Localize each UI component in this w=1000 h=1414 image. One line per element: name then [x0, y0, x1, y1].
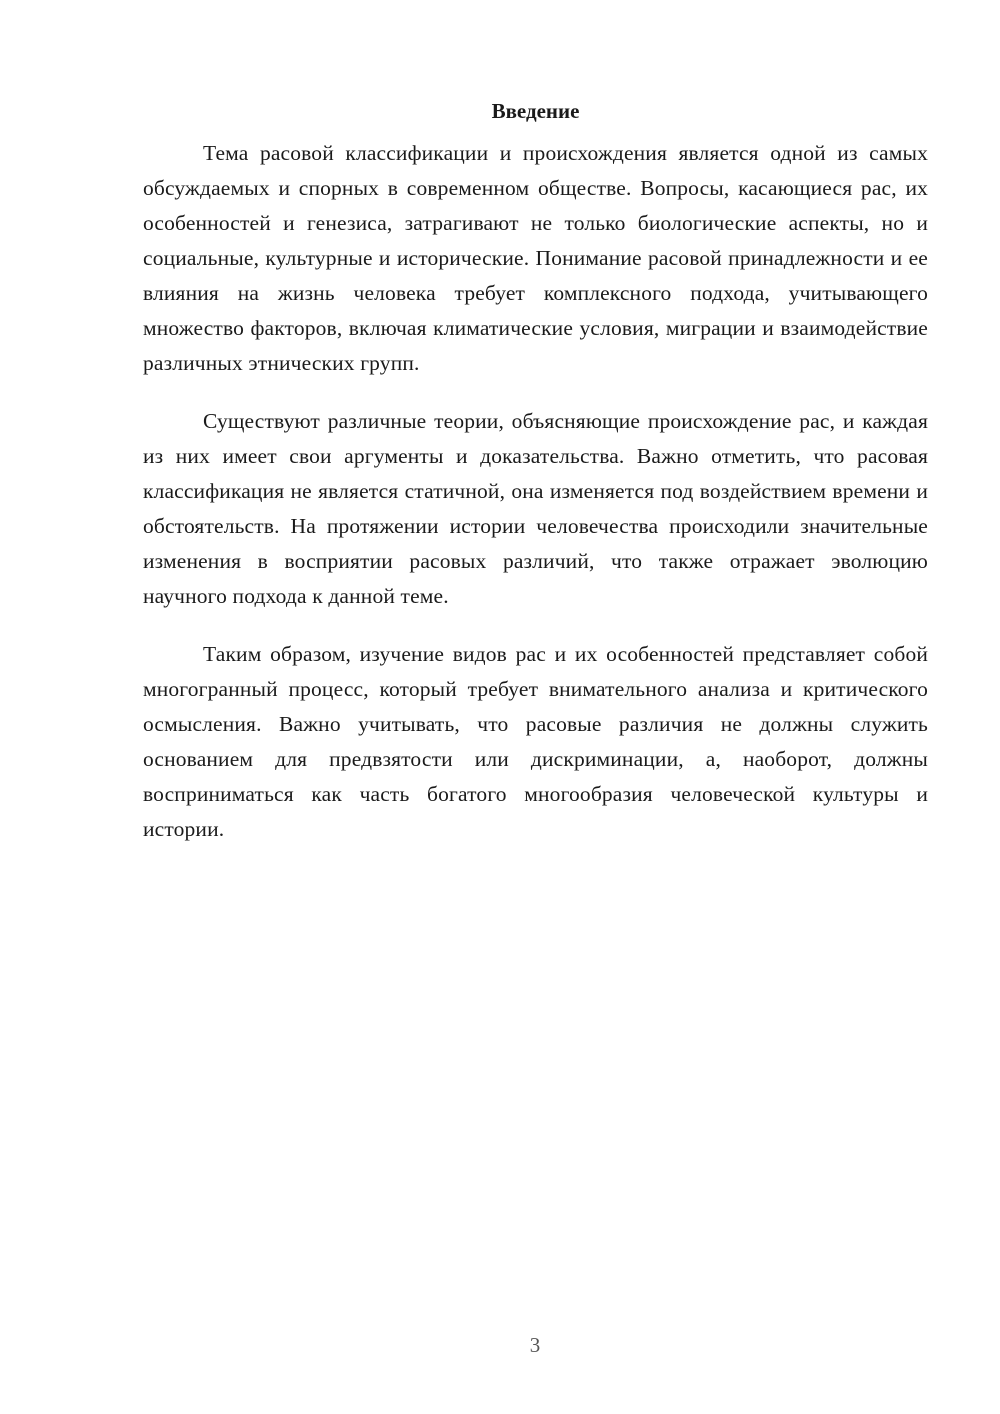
section-title: Введение	[491, 99, 580, 123]
paragraph-3: Таким образом, изучение видов рас и их особенностей представляет собой многогранный процесс, который требует внимательного анализа и критического осмысления. Важно учитывать, что расовые различия не должны служить основанием для предвзятости или дискриминации, а, наоборот, должны восприниматься как часть богатого многообразия человеческой культуры и истории.	[143, 642, 928, 841]
paragraph-2: Существуют различные теории, объясняющие происхождение рас, и каждая из них имеет свои аргументы и доказательства. Важно отметить, что расовая классификация не является статичной, она изменяется под воздействием времени и обстоятельств. На протяжении истории человечества происходили значительные изменения в восприятии расовых различий, что также отражает эволюцию научного подхода к данной теме.	[143, 409, 928, 608]
paragraph-1: Тема расовой классификации и происхождения является одной из самых обсуждаемых и спорных в современном обществе. Вопросы, касающиеся рас, их особенностей и генезиса, затрагивают не только биологические аспекты, но и социальные, культурные и исторические. Понимание расовой принадлежности и ее влияния на жизнь человека требует комплексного подхода, учитывающего множество факторов, включая климатические условия, миграции и взаимодействие различных этнических групп.	[143, 141, 928, 375]
page-number: 3	[529, 1333, 541, 1357]
page-content	[143, 96, 928, 870]
